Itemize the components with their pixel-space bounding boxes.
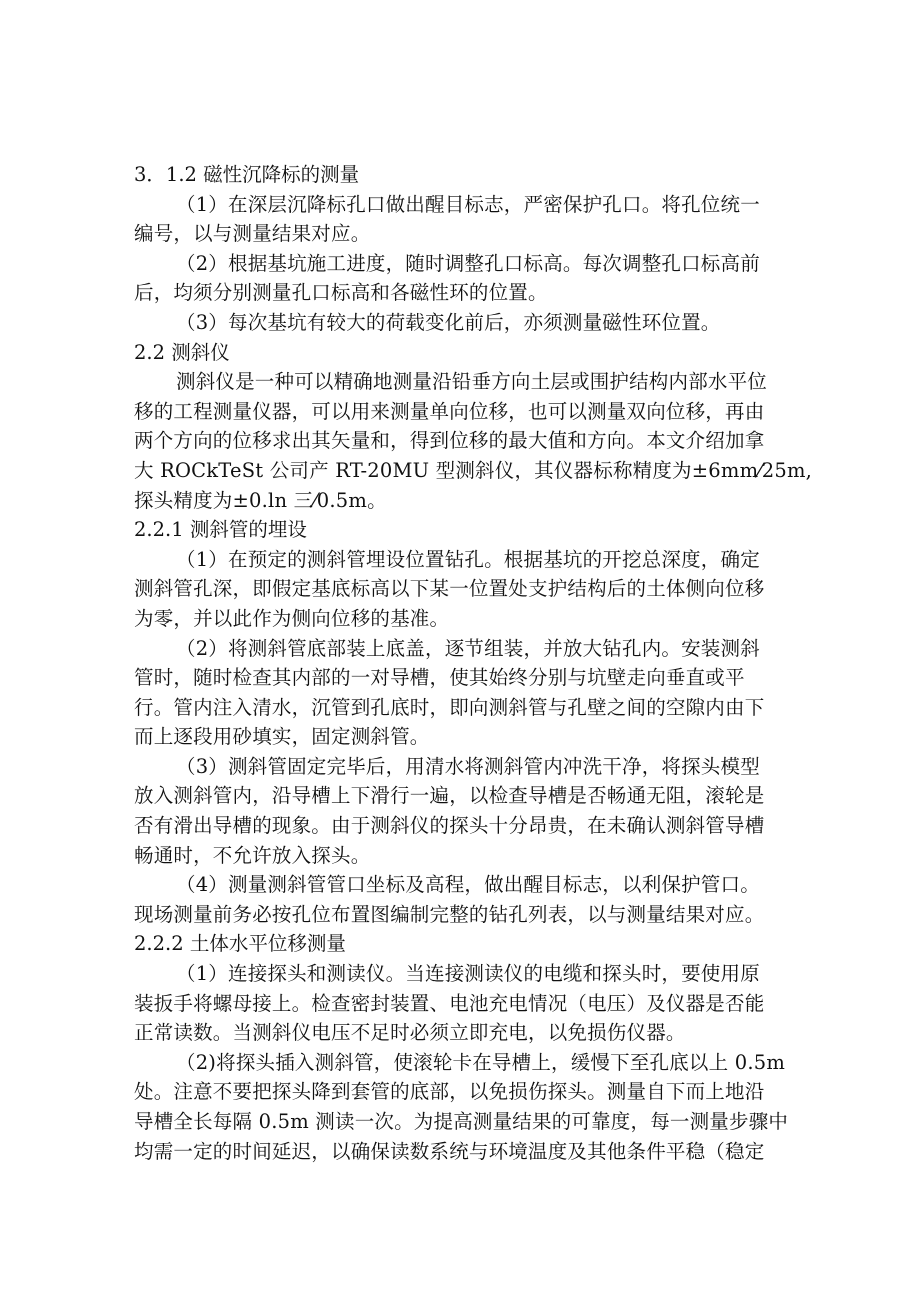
paragraph-line: （3）每次基坑有较大的荷载变化前后，亦须测量磁性环位置。 (176, 310, 721, 334)
paragraph-line: （2)将探头插入测斜管，使滚轮卡在导槽上，缓慢下至孔底以上 0.5m (176, 1050, 786, 1074)
document-page (134, 160, 813, 1166)
paragraph-line: 装扳手将螺母接上。检查密封装置、电池充电情况（电压）及仪器是否能 (134, 991, 765, 1015)
section-heading-2-2-1: 2.2.1 测斜管的埋设 (134, 518, 307, 542)
paragraph-line: 畅通时，不允许放入探头。 (134, 843, 371, 867)
section-heading-2-2-2: 2.2.2 土体水平位移测量 (134, 932, 346, 956)
paragraph-line: 行。管内注入清水，沉管到孔底时，即向测斜管与孔壁之间的空隙内由下 (134, 695, 765, 719)
paragraph-burial-step-2 (134, 634, 784, 752)
paragraph-line: 正常读数。当测斜仪电压不足时必须立即充电，以免损伤仪器。 (134, 1021, 686, 1045)
paragraph-burial-step-4 (134, 870, 784, 929)
paragraph-line: 探头精度为±0.ln 三⁄0.5m。 (134, 488, 387, 512)
paragraph-burial-step-3 (134, 752, 784, 870)
paragraph-line: （1）在预定的测斜管埋设位置钻孔。根据基坑的开挖总深度，确定 (176, 547, 760, 571)
section-heading-2-2: 2.2 测斜仪 (134, 340, 230, 364)
paragraph-burial-step-1 (134, 545, 784, 634)
paragraph-line: 而上逐段用砂填实，固定测斜管。 (134, 725, 430, 749)
paragraph-line: 均需一定的时间延迟，以确保读数系统与环境温度及其他条件平稳（稳定 (134, 1139, 765, 1163)
paragraph-line: 移的工程测量仪器，可以用来测量单向位移，也可以测量双向位移，再由 (134, 399, 765, 423)
paragraph-line: 现场测量前务必按孔位布置图编制完整的钻孔列表，以与测量结果对应。 (134, 902, 765, 926)
paragraph-line: （2）根据基坑施工进度，随时调整孔口标高。每次调整孔口标高前 (176, 251, 760, 275)
section-heading-3-1-2: 3．1.2 磁性沉降标的测量 (134, 163, 360, 186)
paragraph-line: 后，均须分别测量孔口标高和各磁性环的位置。 (134, 281, 548, 305)
paragraph-item-3 (134, 308, 784, 338)
paragraph-line: （2）将测斜管底部装上底盖，逐节组装，并放大钻孔内。安装测斜 (176, 636, 760, 660)
paragraph-item-1 (134, 190, 784, 249)
paragraph-line: 否有滑出导槽的现象。由于测斜仪的探头十分昂贵，在未确认测斜管导槽 (134, 814, 765, 838)
paragraph-line: 放入测斜管内，沿导槽上下滑行一遍，以检查导槽是否畅通无阻，滚轮是 (134, 784, 765, 808)
paragraph-measure-step-2 (134, 1048, 789, 1166)
paragraph-line: 测斜仪是一种可以精确地测量沿铅垂方向土层或围护结构内部水平位 (176, 370, 768, 394)
paragraph-line: 测斜管孔深，即假定基底标高以下某一位置处支护结构后的土体侧向位移 (134, 577, 765, 601)
paragraph-line: 为零，并以此作为侧向位移的基准。 (134, 606, 450, 630)
paragraph-line: 大 ROCkTeSt 公司产 RT-20MU 型测斜仪，其仪器标称精度为±6mm⁄25m, (134, 458, 813, 482)
paragraph-item-2 (134, 249, 784, 308)
paragraph-line: （3）测斜管固定完毕后，用清水将测斜管内冲洗干净，将探头模型 (176, 754, 760, 778)
paragraph-inclinometer-intro (134, 367, 813, 515)
paragraph-line: 两个方向的位移求出其矢量和，得到位移的最大值和方向。本文介绍加拿 (134, 429, 765, 453)
paragraph-line: 编号，以与测量结果对应。 (134, 222, 371, 246)
paragraph-line: 管时，随时检查其内部的一对导槽，使其始终分别与坑壁走向垂直或平 (134, 666, 745, 690)
paragraph-measure-step-1 (134, 959, 784, 1048)
paragraph-line: （1）在深层沉降标孔口做出醒目标志，严密保护孔口。将孔位统一 (176, 192, 760, 216)
paragraph-line: （1）连接探头和测读仪。当连接测读仪的电缆和探头时，要使用原 (176, 962, 760, 986)
paragraph-line: 处。注意不要把探头降到套管的底部，以免损伤探头。测量自下而上地沿 (134, 1080, 765, 1104)
paragraph-line: 导槽全长每隔 0.5m 测读一次。为提高测量结果的可靠度，每一测量步骤中 (134, 1110, 789, 1133)
paragraph-line: （4）测量测斜管管口坐标及高程，做出醒目标志，以利保护管口。 (176, 873, 760, 897)
